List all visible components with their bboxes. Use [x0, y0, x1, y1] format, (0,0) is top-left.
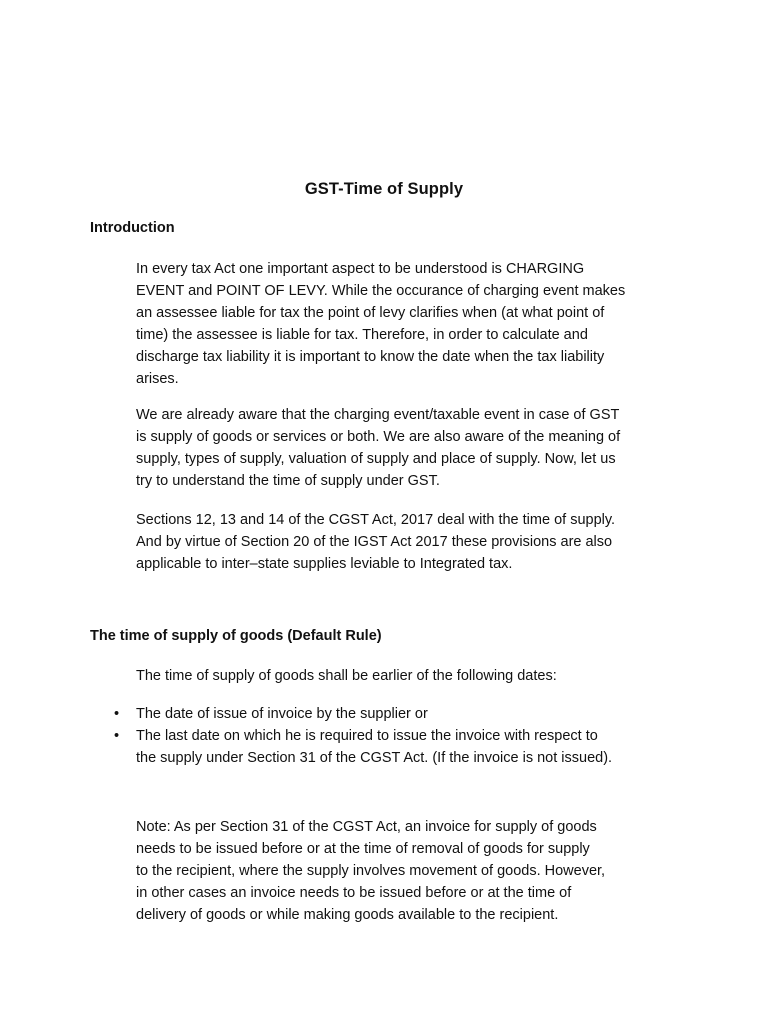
- intro-paragraph-1: [136, 258, 676, 390]
- paragraph-line: delivery of goods or while making goods available to the recipient.: [136, 907, 559, 923]
- list-item-line: The date of issue of invoice by the supplier or: [136, 706, 428, 722]
- goods-dates-list: [110, 703, 690, 769]
- paragraph-line: to the recipient, where the supply involves movement of goods. However,: [136, 863, 606, 879]
- goods-default-rule-heading: The time of supply of goods (Default Rule): [90, 628, 382, 644]
- list-item-line: The last date on which he is required to issue the invoice with respect to: [136, 728, 598, 744]
- paragraph-line: discharge tax liability it is important to know the date when the tax liability: [136, 349, 605, 365]
- note-paragraph: [136, 816, 676, 926]
- paragraph-line: And by virtue of Section 20 of the IGST Act 2017 these provisions are also: [136, 534, 613, 550]
- intro-paragraph-3: [136, 509, 676, 575]
- introduction-heading: Introduction: [90, 220, 175, 236]
- paragraph-line: arises.: [136, 371, 179, 387]
- paragraph-line: supply, types of supply, valuation of supply and place of supply. Now, let us: [136, 451, 616, 467]
- paragraph-line: The time of supply of goods shall be earlier of the following dates:: [136, 668, 557, 684]
- list-item: [110, 703, 690, 725]
- paragraph-line: an assessee liable for tax the point of levy clarifies when (at what point of: [136, 305, 605, 321]
- bullet-icon: •: [114, 706, 120, 722]
- paragraph-line: is supply of goods or services or both. We are also aware of the meaning of: [136, 429, 621, 445]
- paragraph-line: Sections 12, 13 and 14 of the CGST Act, 2017 deal with the time of supply.: [136, 512, 616, 528]
- paragraph-line: try to understand the time of supply under GST.: [136, 473, 440, 489]
- paragraph-line: EVENT and POINT OF LEVY. While the occurance of charging event makes: [136, 283, 626, 299]
- paragraph-line: applicable to inter–state supplies leviable to Integrated tax.: [136, 556, 513, 572]
- document-title: GST-Time of Supply: [304, 180, 464, 198]
- intro-paragraph-2: [136, 404, 676, 492]
- bullet-icon: •: [114, 728, 120, 744]
- list-item: [110, 725, 690, 769]
- paragraph-line: In every tax Act one important aspect to be understood is CHARGING: [136, 261, 585, 277]
- paragraph-line: We are already aware that the charging event/taxable event in case of GST: [136, 407, 620, 423]
- paragraph-line: in other cases an invoice needs to be issued before or at the time of: [136, 885, 572, 901]
- list-item-line: the supply under Section 31 of the CGST Act. (If the invoice is not issued).: [136, 750, 613, 766]
- paragraph-line: Note: As per Section 31 of the CGST Act, an invoice for supply of goods: [136, 819, 597, 835]
- goods-intro-paragraph: [136, 665, 676, 687]
- paragraph-line: time) the assessee is liable for tax. Therefore, in order to calculate and: [136, 327, 588, 343]
- paragraph-line: needs to be issued before or at the time of removal of goods for supply: [136, 841, 590, 857]
